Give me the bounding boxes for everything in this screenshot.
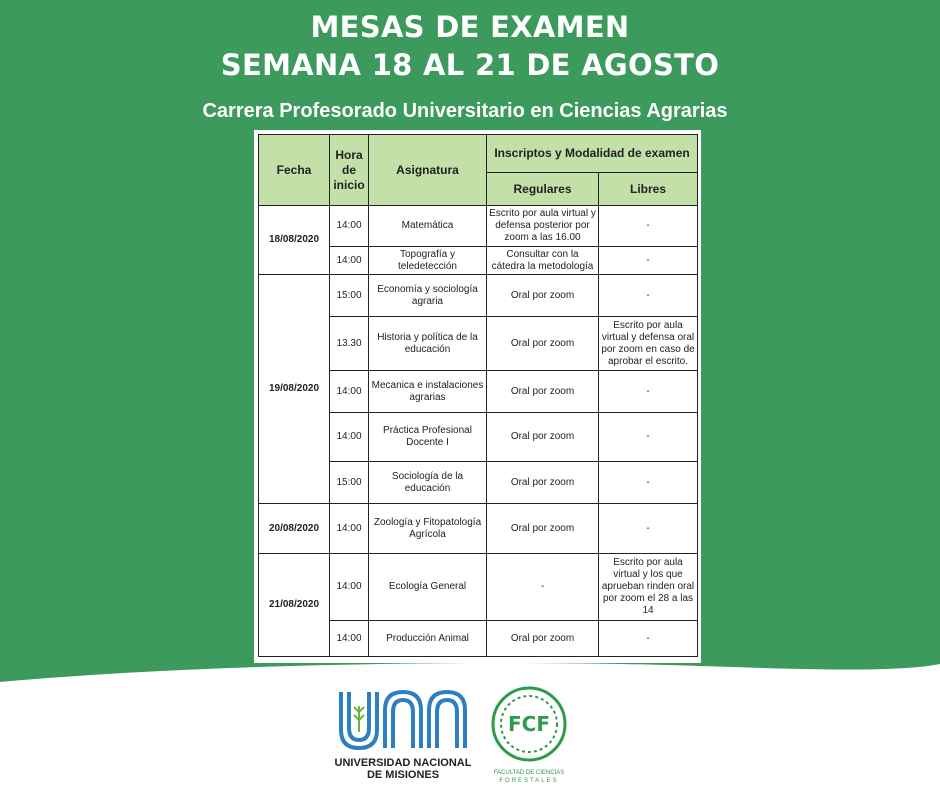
- libres-cell: -: [599, 206, 698, 247]
- hora-cell: 14:00: [330, 371, 369, 413]
- table-row: [259, 206, 698, 247]
- header-fecha: Fecha: [259, 135, 330, 206]
- fcf-mark: FCF: [507, 712, 551, 736]
- libres-cell: -: [599, 462, 698, 504]
- regulares-cell: Oral por zoom: [487, 621, 599, 657]
- asignatura-cell: Ecología General: [369, 554, 487, 621]
- hora-cell: 15:00: [330, 462, 369, 504]
- fecha-cell: 19/08/2020: [259, 275, 330, 504]
- regulares-cell: Oral por zoom: [487, 371, 599, 413]
- fcf-name-line2: FORESTALES: [499, 778, 559, 784]
- regulares-cell: -: [487, 554, 599, 621]
- asignatura-cell: Economía y sociología agraria: [369, 275, 487, 317]
- regulares-cell: Oral por zoom: [487, 275, 599, 317]
- regulares-cell: Oral por zoom: [487, 413, 599, 462]
- hora-cell: 14:00: [330, 621, 369, 657]
- regulares-cell: Oral por zoom: [487, 317, 599, 371]
- hora-cell: 14:00: [330, 206, 369, 247]
- hora-cell: 14:00: [330, 247, 369, 275]
- libres-cell: -: [599, 413, 698, 462]
- fecha-cell: 20/08/2020: [259, 504, 330, 554]
- unam-name-line1: UNIVERSIDAD NACIONAL: [335, 757, 472, 769]
- unam-letter-n2-inner: [437, 700, 457, 748]
- career-subtitle: Carrera Profesorado Universitario en Ciencias Agrarias: [202, 100, 728, 122]
- libres-cell: -: [599, 371, 698, 413]
- regulares-cell: Consultar con la cátedra la metodología: [487, 247, 599, 275]
- header-hora: Hora de inicio: [330, 135, 369, 206]
- fcf-name-line1: FACULTAD DE CIENCIAS: [493, 770, 565, 776]
- regulares-cell: Escrito por aula virtual y defensa posterior por zoom a las 16.00: [487, 206, 599, 247]
- table-row: [259, 275, 698, 317]
- libres-cell: Escrito por aula virtual y defensa oral por zoom en caso de aprobar el escrito.: [599, 317, 698, 371]
- unam-name-line2: DE MISIONES: [366, 769, 440, 781]
- fecha-cell: 21/08/2020: [259, 554, 330, 657]
- page-title-line2: SEMANA 18 AL 21 DE AGOSTO: [220, 48, 720, 82]
- leaf-icon: [354, 706, 364, 732]
- libres-cell: -: [599, 621, 698, 657]
- fecha-cell: 18/08/2020: [259, 206, 330, 275]
- exam-schedule-table: [258, 134, 698, 657]
- table-header-row: [259, 135, 698, 173]
- hora-cell: 13.30: [330, 317, 369, 371]
- hora-cell: 14:00: [330, 554, 369, 621]
- unam-letter-n1-inner: [393, 700, 413, 748]
- libres-cell: -: [599, 275, 698, 317]
- header-asignatura: Asignatura: [369, 135, 487, 206]
- hora-cell: 15:00: [330, 275, 369, 317]
- asignatura-cell: Producción Animal: [369, 621, 487, 657]
- regulares-cell: Oral por zoom: [487, 462, 599, 504]
- asignatura-cell: Sociología de la educación: [369, 462, 487, 504]
- header-inscriptos: Inscriptos y Modalidad de examen: [487, 135, 698, 173]
- libres-cell: -: [599, 504, 698, 554]
- fcf-logo: [487, 686, 577, 786]
- hora-cell: 14:00: [330, 413, 369, 462]
- libres-cell: -: [599, 247, 698, 275]
- header-regulares: Regulares: [487, 173, 599, 206]
- table-row: [259, 554, 698, 621]
- asignatura-cell: Práctica Profesional Docente I: [369, 413, 487, 462]
- header-libres: Libres: [599, 173, 698, 206]
- regulares-cell: Oral por zoom: [487, 504, 599, 554]
- asignatura-cell: Historia y política de la educación: [369, 317, 487, 371]
- asignatura-cell: Topografía y teledetección: [369, 247, 487, 275]
- unam-logo: [335, 686, 475, 782]
- asignatura-cell: Matemática: [369, 206, 487, 247]
- asignatura-cell: Zoología y Fitopatología Agrícola: [369, 504, 487, 554]
- hora-cell: 14:00: [330, 504, 369, 554]
- table-row: [259, 504, 698, 554]
- exam-schedule-sheet: [254, 130, 701, 663]
- page-title-line1: MESAS DE EXAMEN: [310, 10, 630, 44]
- libres-cell: Escrito por aula virtual y los que aprueban rinden oral por zoom el 28 a las 14: [599, 554, 698, 621]
- asignatura-cell: Mecanica e instalaciones agrarias: [369, 371, 487, 413]
